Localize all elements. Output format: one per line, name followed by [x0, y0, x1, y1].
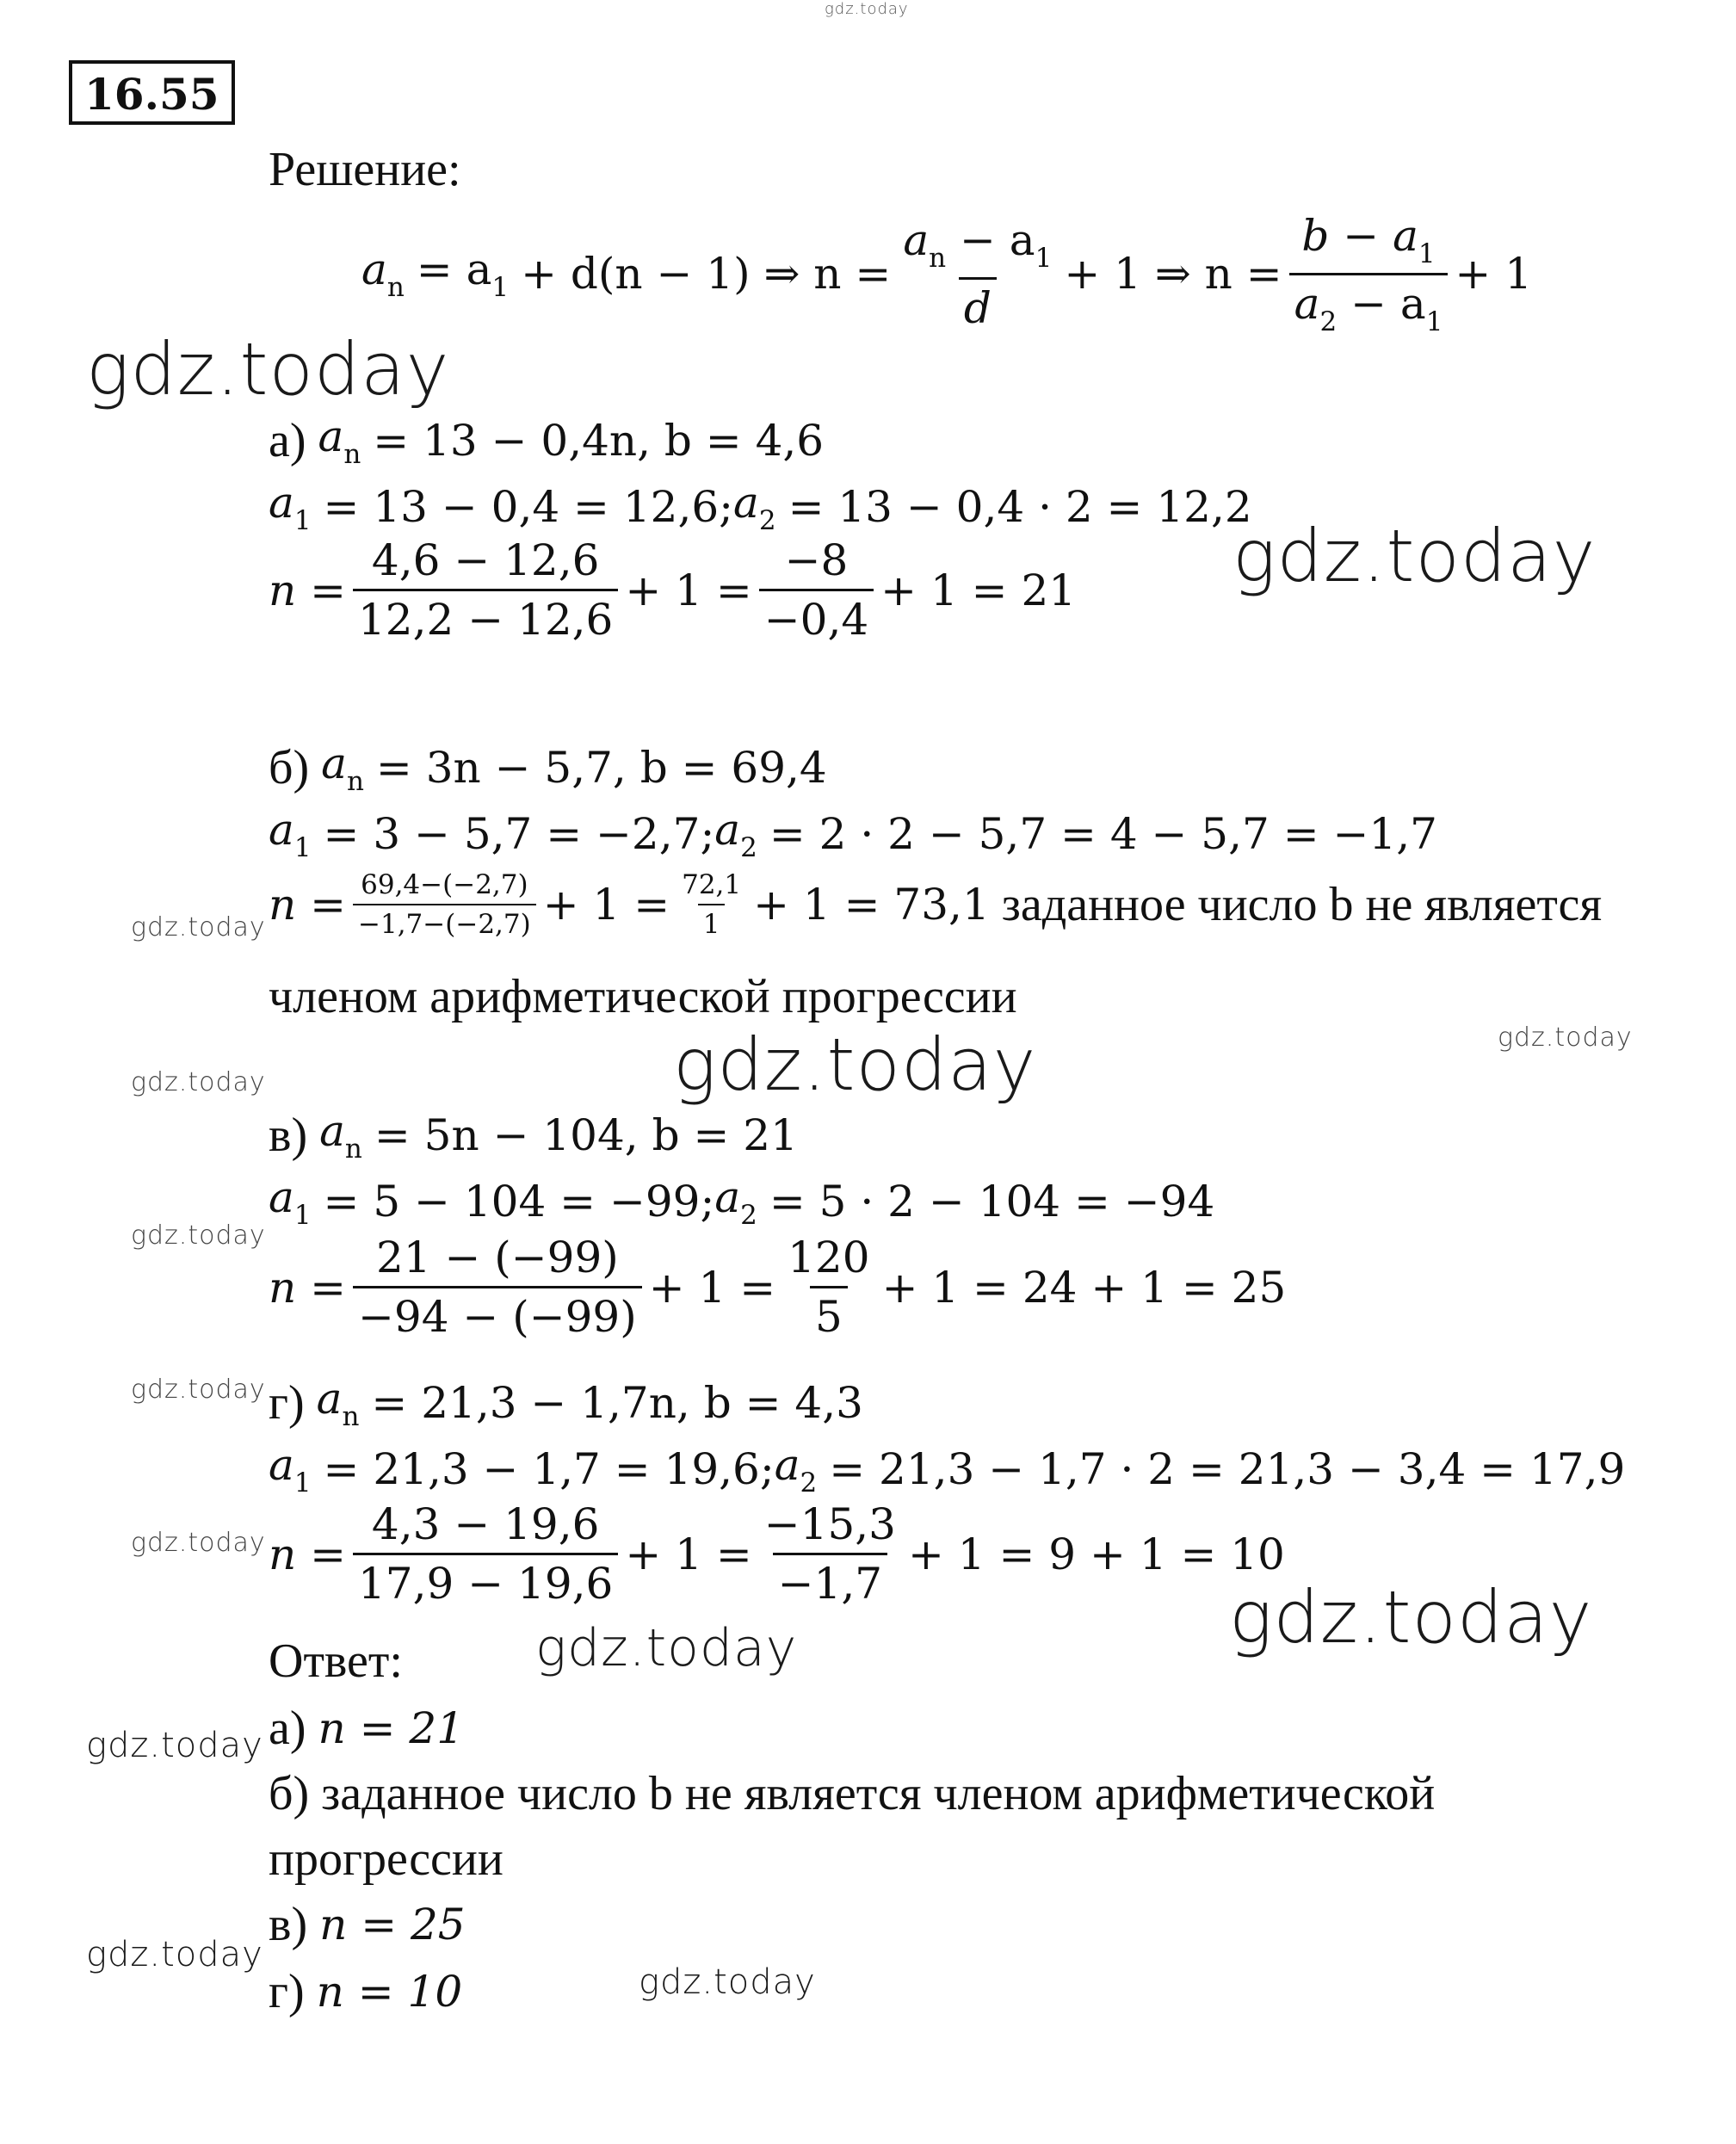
watermark-4: gdz.today [1498, 1023, 1633, 1053]
gf-left: $a_n$ [361, 244, 405, 304]
watermark-12: gdz.today [86, 1726, 263, 1765]
part-b-terms-2: = 2 · 2 − 5,7 = 4 − 5,7 = −1,7 [769, 808, 1437, 859]
answer-c: в) n = 25 [269, 1898, 466, 1951]
part-d-result: + 1 = 9 + 1 = 10 [907, 1529, 1285, 1579]
part-b-terms-1: = 3 − 5,7 = −2,7; [323, 808, 715, 859]
watermark-top: gdz.today [825, 0, 909, 18]
gf-part3: + 1 ⇒ n = [1064, 249, 1282, 300]
part-c-result: + 1 = 24 + 1 = 25 [881, 1262, 1287, 1313]
part-c-given-text: = 5n − 104, b = 21 [374, 1109, 798, 1160]
part-c-fraction-2: $\frac{120}{5}$ [788, 1233, 870, 1342]
watermark-14: gdz.today [639, 1962, 816, 2002]
gf-part1: = $a_1$ [416, 244, 510, 304]
part-a-result: + 1 = 21 [880, 565, 1077, 615]
part-d-terms-2: = 21,3 − 1,7 · 2 = 21,3 − 3,4 = 17,9 [829, 1443, 1626, 1494]
gf-fraction-2: $\frac{b - a_1}{a_2 - a_1}$ [1289, 211, 1449, 337]
watermark-11: gdz.today [535, 1618, 798, 1678]
watermark-2: gdz.today [1232, 514, 1597, 598]
part-b-n: n = $\frac{69,4-(-2,7)}{-1,7-(-2,7)}$ + 1 = $\frac{72,1}{1}$ + 1 = 73,1 заданное число b не является [269, 869, 1603, 940]
gf-fraction-1: $\frac{a_n - a_1}{d}$ [903, 214, 1053, 333]
answer-b: б) заданное число b не является членом арифметической [269, 1767, 1436, 1820]
part-a-given: а) $a_n$ = 13 − 0,4n, b = 4,6 [269, 411, 825, 470]
answer-d: г) n = 10 [269, 1965, 463, 2018]
part-b-fraction-2: $\frac{72,1}{1}$ [682, 869, 742, 940]
part-a-fraction-2: $\frac{-8}{-0,4}$ [759, 535, 874, 645]
watermark-8: gdz.today [131, 1375, 266, 1405]
part-b-given: б) $a_n$ = 3n − 5,7, b = 69,4 [269, 738, 827, 797]
part-c-terms-1: = 5 − 104 = −99; [323, 1176, 715, 1226]
watermark-7: gdz.today [131, 1220, 266, 1251]
problem-number: 16.55 [69, 60, 235, 125]
watermark-10: gdz.today [1229, 1575, 1593, 1659]
part-b-note-1: заданное число b не является [1001, 878, 1603, 931]
gf-part2: + d(n − 1) ⇒ n = [521, 249, 892, 300]
part-a-terms-2: = 13 − 0,4 · 2 = 12,2 [788, 481, 1252, 532]
part-c-n: n = $\frac{21 - (-99)}{-94 - (-99)}$ + 1 = $\frac{120}{5}$ + 1 = 24 + 1 = 25 [269, 1233, 1287, 1342]
part-d-fraction-1: $\frac{4,3 - 19,6}{17,9 - 19,6}$ [353, 1499, 618, 1609]
part-a-given-text: = 13 − 0,4n, b = 4,6 [373, 415, 825, 466]
part-c-terms-2: = 5 · 2 − 104 = −94 [769, 1176, 1215, 1226]
solution-label-text: Решение: [269, 143, 461, 196]
part-a-n: n = $\frac{4,6 - 12,6}{12,2 - 12,6}$ + 1 = $\frac{-8}{-0,4}$ + 1 = 21 [269, 535, 1077, 645]
part-a-fraction-1: $\frac{4,6 - 12,6}{12,2 - 12,6}$ [353, 535, 618, 645]
part-d-given: г) $a_n$ = 21,3 − 1,7n, b = 4,3 [269, 1374, 863, 1432]
part-b-fraction-1: $\frac{69,4-(-2,7)}{-1,7-(-2,7)}$ [353, 869, 536, 940]
solution-label [269, 142, 461, 197]
watermark-13: gdz.today [86, 1935, 263, 1974]
watermark-1: gdz.today [86, 327, 450, 411]
general-formula [361, 211, 1532, 337]
part-b-note-2: членом арифметической прогрессии [269, 970, 1017, 1023]
answer-a: а) n = 21 [269, 1702, 465, 1755]
part-d-terms-1: = 21,3 − 1,7 = 19,6; [323, 1443, 775, 1494]
part-c-fraction-1: $\frac{21 - (-99)}{-94 - (-99)}$ [353, 1233, 642, 1342]
part-d-terms: $a_1$ = 21,3 − 1,7 = 19,6; $a_2$ = 21,3 − 1,7 · 2 = 21,3 − 3,4 = 17,9 [269, 1440, 1626, 1498]
answer-b-cont: прогрессии [269, 1832, 504, 1886]
part-a-terms: $a_1$ = 13 − 0,4 = 12,6; $a_2$ = 13 − 0,4 · 2 = 12,2 [269, 478, 1252, 536]
part-b-terms: $a_1$ = 3 − 5,7 = −2,7; $a_2$ = 2 · 2 − 5,7 = 4 − 5,7 = −1,7 [269, 805, 1437, 863]
watermark-3: gdz.today [131, 912, 266, 942]
part-d-given-text: = 21,3 − 1,7n, b = 4,3 [371, 1377, 863, 1428]
part-d-fraction-2: $\frac{-15,3}{-1,7}$ [763, 1499, 896, 1609]
answer-label: Ответ: [269, 1634, 403, 1688]
part-b-given-text: = 3n − 5,7, b = 69,4 [375, 742, 827, 793]
gf-part4: + 1 [1455, 249, 1533, 300]
watermark-9: gdz.today [131, 1528, 266, 1558]
part-d-n: n = $\frac{4,3 - 19,6}{17,9 - 19,6}$ + 1 = $\frac{-15,3}{-1,7}$ + 1 = 9 + 1 = 10 [269, 1499, 1285, 1609]
part-b-result: + 1 = 73,1 [753, 880, 990, 930]
part-c-given: в) $a_n$ = 5n − 104, b = 21 [269, 1106, 798, 1165]
watermark-5: gdz.today [673, 1023, 1037, 1107]
part-c-terms: $a_1$ = 5 − 104 = −99; $a_2$ = 5 · 2 − 104 = −94 [269, 1172, 1215, 1231]
watermark-6: gdz.today [131, 1067, 266, 1097]
part-a-terms-1: = 13 − 0,4 = 12,6; [323, 481, 734, 532]
